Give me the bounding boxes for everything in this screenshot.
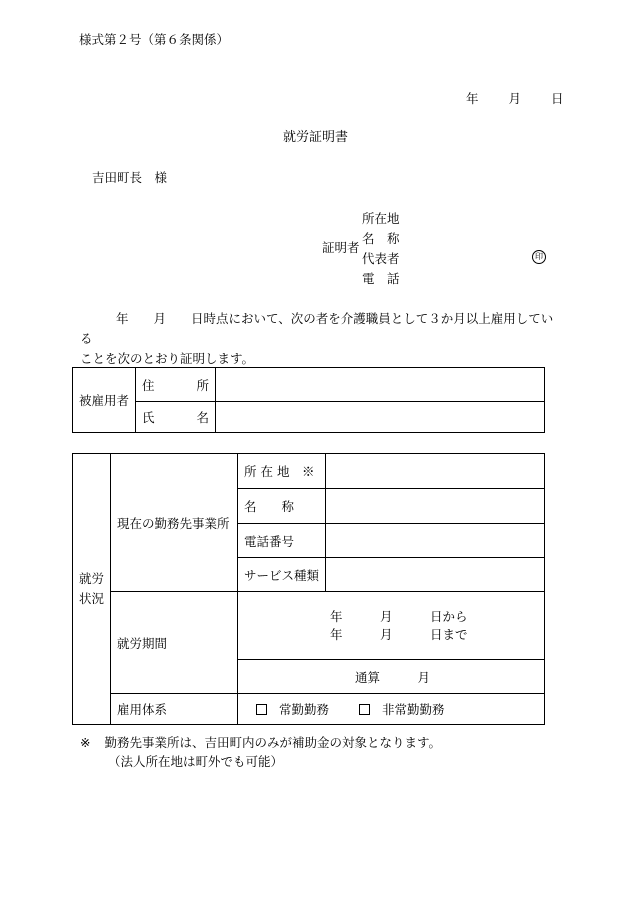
employee-name-field[interactable] — [216, 402, 545, 433]
employee-name-label: 氏 名 — [136, 402, 216, 433]
statement-line-1: 年 月 日時点において、次の者を介護職員として３か月以上雇用している — [80, 311, 554, 346]
part-time-label: 非常勤勤務 — [381, 702, 445, 717]
certifier-fields — [362, 209, 400, 289]
date-day: 日 — [551, 91, 564, 106]
workplace-phone-field[interactable] — [326, 524, 545, 558]
seal-mark: 印 — [532, 250, 546, 264]
service-type-field[interactable] — [326, 558, 545, 592]
form-number-label: 様式第２号（第６条関係） — [79, 32, 230, 47]
period-total[interactable]: 通算 月 — [238, 660, 545, 694]
note — [80, 735, 441, 751]
period-from: 年 月 日から — [330, 608, 468, 624]
work-status-table — [72, 453, 545, 725]
employee-group-label: 被雇用者 — [73, 368, 136, 433]
statement-line-2: ことを次のとおり証明します。 — [80, 351, 255, 366]
workplace-address-field[interactable] — [326, 454, 545, 489]
workplace-address-label: 所 在 地 ※ — [238, 454, 326, 489]
certification-statement — [80, 309, 555, 369]
note-mark: ※ — [80, 735, 91, 750]
service-type-label: サービス種類 — [238, 558, 326, 592]
employment-period-label: 就労期間 — [111, 592, 238, 694]
date-month: 月 — [508, 91, 522, 106]
full-time-label: 常勤勤務 — [279, 702, 330, 717]
addressee: 吉田町長 様 — [92, 170, 168, 185]
workplace-label: 現在の勤務先事業所 — [111, 454, 238, 592]
workplace-name-label: 名 称 — [238, 489, 326, 524]
document-title: 就労証明書 — [283, 130, 349, 145]
period-to: 年 月 日まで — [330, 626, 468, 642]
date-year: 年 — [466, 91, 479, 106]
employee-address-field[interactable] — [216, 368, 545, 402]
certifier-address-label: 所在地 — [362, 211, 400, 226]
full-time-checkbox[interactable] — [256, 704, 267, 715]
certifier-label: 証明者 — [322, 240, 360, 255]
issue-date — [466, 91, 564, 107]
employee-address-label: 住 所 — [136, 368, 216, 402]
employee-table — [72, 367, 545, 433]
certifier-representative-label: 代表者 — [362, 251, 400, 266]
employment-type-options — [238, 694, 545, 725]
part-time-checkbox[interactable] — [359, 704, 370, 715]
certifier-name-label: 名 称 — [362, 231, 400, 246]
note-line-1: 勤務先事業所は、吉田町内のみが補助金の対象となります。 — [104, 735, 441, 750]
employment-period-range[interactable] — [238, 592, 545, 660]
employment-type-label: 雇用体系 — [111, 694, 238, 725]
workplace-phone-label: 電話番号 — [238, 524, 326, 558]
workplace-name-field[interactable] — [326, 489, 545, 524]
certifier-phone-label: 電 話 — [362, 271, 400, 286]
work-status-group-label: 就労 状況 — [73, 454, 111, 725]
note-line-2: （法人所在地は町外でも可能） — [108, 754, 284, 769]
